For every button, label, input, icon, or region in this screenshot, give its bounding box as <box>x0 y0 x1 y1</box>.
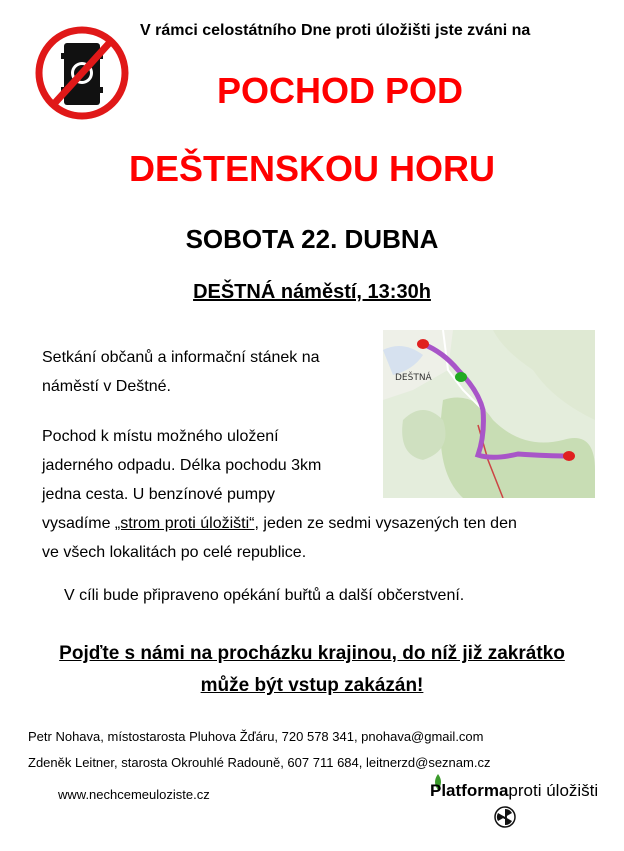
route-map <box>383 330 595 498</box>
para2-line3: jedna cesta. U benzínové pumpy <box>42 486 276 503</box>
end-marker <box>563 451 575 461</box>
contacts <box>28 724 490 776</box>
logo-bold: Platforma <box>430 781 509 800</box>
intro-text: V rámci celostátního Dne proti úložišti jste zváni na <box>140 22 531 39</box>
para2-line4 <box>42 509 592 538</box>
call-to-action <box>0 638 624 702</box>
para2-line4-after: , jeden ze sedmi vysazených ten den <box>254 515 517 532</box>
para2-line1: Pochod k místu možného uložení <box>42 428 279 445</box>
logo-rest: proti úložišti <box>508 781 599 800</box>
event-title-line2: DEŠTENSKOU HORU <box>128 148 496 189</box>
paragraph-meeting <box>42 343 372 401</box>
platforma-logo <box>430 781 598 801</box>
para2-line2: jaderného odpadu. Délka pochodu 3km <box>42 457 322 474</box>
call-line1: Pojďte s námi na procházku krajinou, do níž již zakrátko <box>59 643 565 664</box>
contact-2: Zdeněk Leitner, starosta Okrouhlé Radouně, 607 711 684, leitnerzd@seznam.cz <box>28 755 491 770</box>
para2-line5: ve všech lokalitách po celé republice. <box>42 544 307 561</box>
route-map-graphic <box>383 330 595 498</box>
para1-line2: náměstí v Deštné. <box>42 378 171 395</box>
event-title-line1: POCHOD POD <box>216 70 464 111</box>
radiation-icon <box>494 806 516 828</box>
para2-line4-before: vysadíme <box>42 515 115 532</box>
start-marker <box>417 339 429 349</box>
paragraph-refreshments: V cíli bude připraveno opékání buřtů a další občerstvení. <box>64 587 465 604</box>
event-place: DEŠTNÁ náměstí, 13:30h <box>193 281 431 303</box>
tree-link[interactable]: „strom proti úložišti“ <box>114 515 255 532</box>
contact-1: Petr Nohava, místostarosta Pluhova Žďáru, 720 578 341, pnohava@gmail.com <box>28 729 484 744</box>
mid-marker <box>455 372 467 382</box>
website-link[interactable]: www.nechcemeuloziste.cz <box>58 787 210 802</box>
event-date: SOBOTA 22. DUBNA <box>185 224 439 254</box>
call-line2: může být vstup zakázán! <box>200 675 424 696</box>
map-town-label: DEŠTNÁ <box>395 373 432 383</box>
para1-line1: Setkání občanů a informační stánek na <box>42 349 320 366</box>
